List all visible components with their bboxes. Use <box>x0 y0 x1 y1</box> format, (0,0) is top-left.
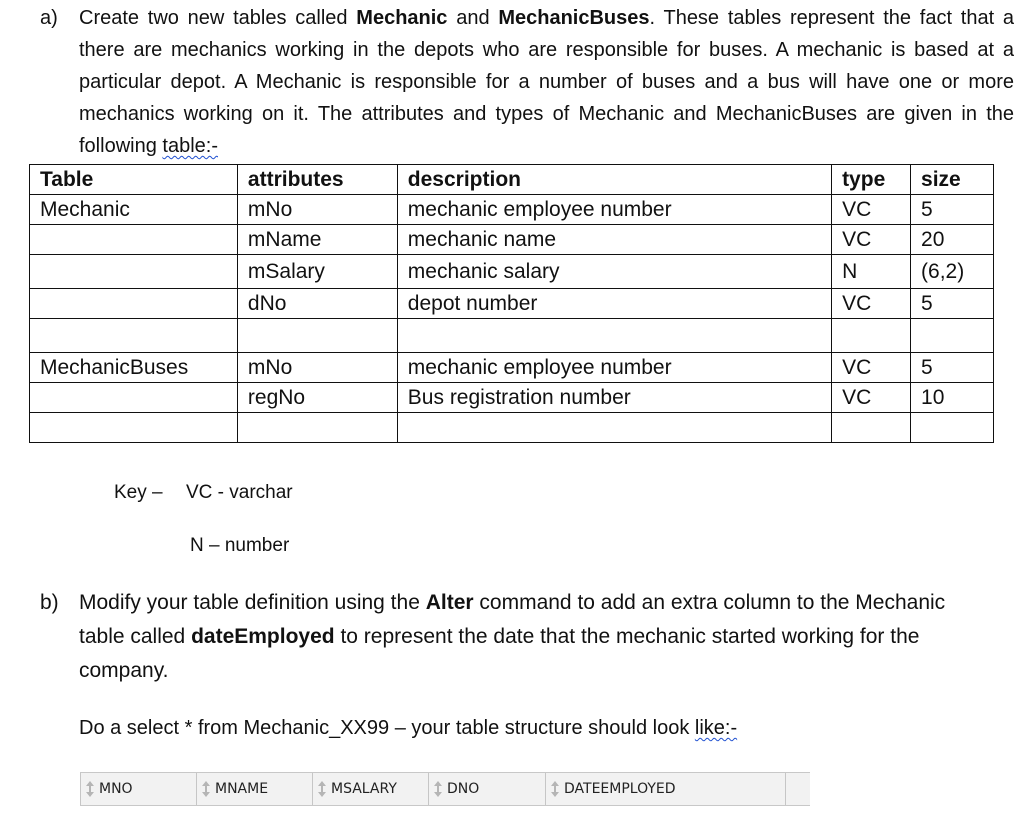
key-n: N – number <box>190 535 290 556</box>
qa-text-2: and <box>447 7 499 29</box>
table-row <box>30 383 994 413</box>
qb-bold-alter: Alter <box>425 591 474 614</box>
grid-column-label: MSALARY <box>331 781 397 797</box>
table-cell <box>30 225 238 255</box>
table-cell: 20 <box>911 225 994 255</box>
table-cell: VC <box>832 225 911 255</box>
qb-text-3: to represent the date that the mechanic started working for the company. <box>79 625 920 682</box>
qa-bold-mechanicbuses: MechanicBuses <box>498 7 650 29</box>
table-cell <box>911 319 994 353</box>
table-cell: 5 <box>911 289 994 319</box>
qb-bold-dateemployed: dateEmployed <box>191 625 335 648</box>
table-cell: VC <box>832 289 911 319</box>
table-cell: VC <box>832 353 911 383</box>
question-a-text <box>79 2 1014 162</box>
table-cell <box>30 289 238 319</box>
attributes-table <box>29 164 994 443</box>
table-cell: dNo <box>237 289 397 319</box>
qa-text-3: . These tables represent the fact that a there are mechanics working in the depots who are responsible for buses. A mechanic is based at a particular depot. A Mechanic is responsible for a number of buses and a bus will have one or more mechanics working on it. The attributes and types of Mechanic and MechanicBuses are given in the following <box>79 7 1015 157</box>
qa-text-table-word: table:- <box>162 135 218 157</box>
qb-text-1: Modify your table definition using the <box>79 591 426 614</box>
select-like-word: like:- <box>694 717 738 739</box>
result-grid-header <box>80 772 810 806</box>
table-row <box>30 195 994 225</box>
sort-arrows-icon <box>316 780 328 798</box>
question-b-marker: b) <box>40 591 59 614</box>
table-cell: 10 <box>911 383 994 413</box>
select-instruction <box>79 713 737 743</box>
header-size: size <box>911 165 994 195</box>
sort-arrows-icon <box>200 780 212 798</box>
header-attributes: attributes <box>237 165 397 195</box>
qa-bold-mechanic: Mechanic <box>356 7 448 29</box>
table-cell: mechanic employee number <box>397 195 831 225</box>
grid-column-msalary[interactable] <box>313 773 429 805</box>
table-cell: mNo <box>237 353 397 383</box>
table-cell: N <box>832 255 911 289</box>
select-text: Do a select * from Mechanic_XX99 – your table structure should look <box>79 717 695 739</box>
grid-column-label: MNO <box>99 781 133 797</box>
key-title: Key – <box>114 482 163 503</box>
table-cell: 5 <box>911 195 994 225</box>
grid-column-label: DNO <box>447 781 480 797</box>
table-cell: (6,2) <box>911 255 994 289</box>
key-vc: VC - varchar <box>186 482 293 503</box>
question-a-marker: a) <box>40 7 58 29</box>
table-cell <box>30 255 238 289</box>
table-cell <box>237 413 397 443</box>
table-cell: VC <box>832 383 911 413</box>
table-cell: mechanic salary <box>397 255 831 289</box>
table-cell <box>397 319 831 353</box>
qb-text-2: command to add an extra column to the Mechanic table called <box>79 591 946 648</box>
grid-column-label: MNAME <box>215 781 269 797</box>
table-header-row <box>30 165 994 195</box>
table-cell <box>30 383 238 413</box>
table-cell: 5 <box>911 353 994 383</box>
sort-arrows-icon <box>549 780 561 798</box>
table-cell: mNo <box>237 195 397 225</box>
header-table: Table <box>30 165 238 195</box>
grid-column-dno[interactable] <box>429 773 546 805</box>
table-row <box>30 225 994 255</box>
table-row <box>30 353 994 383</box>
grid-column-dateemployed[interactable] <box>546 773 786 805</box>
grid-column-mno[interactable] <box>80 773 197 805</box>
sort-arrows-icon <box>84 780 96 798</box>
table-cell: mechanic employee number <box>397 353 831 383</box>
table-cell: Mechanic <box>30 195 238 225</box>
table-cell: MechanicBuses <box>30 353 238 383</box>
sort-arrows-icon <box>432 780 444 798</box>
table-cell <box>397 413 831 443</box>
table-cell <box>30 319 238 353</box>
table-row <box>30 413 994 443</box>
table-row <box>30 255 994 289</box>
table-row <box>30 319 994 353</box>
table-cell: Bus registration number <box>397 383 831 413</box>
table-cell <box>832 413 911 443</box>
header-type: type <box>832 165 911 195</box>
table-row <box>30 289 994 319</box>
table-cell: regNo <box>237 383 397 413</box>
table-cell <box>237 319 397 353</box>
table-cell: depot number <box>397 289 831 319</box>
qa-text-1: Create two new tables called <box>79 7 357 29</box>
table-cell: mechanic name <box>397 225 831 255</box>
table-cell <box>832 319 911 353</box>
table-cell <box>911 413 994 443</box>
question-b-text <box>79 586 959 688</box>
table-cell: VC <box>832 195 911 225</box>
table-cell: mSalary <box>237 255 397 289</box>
table-cell <box>30 413 238 443</box>
grid-column-label: DATEEMPLOYED <box>564 781 676 797</box>
header-description: description <box>397 165 831 195</box>
table-cell: mName <box>237 225 397 255</box>
grid-column-mname[interactable] <box>197 773 313 805</box>
